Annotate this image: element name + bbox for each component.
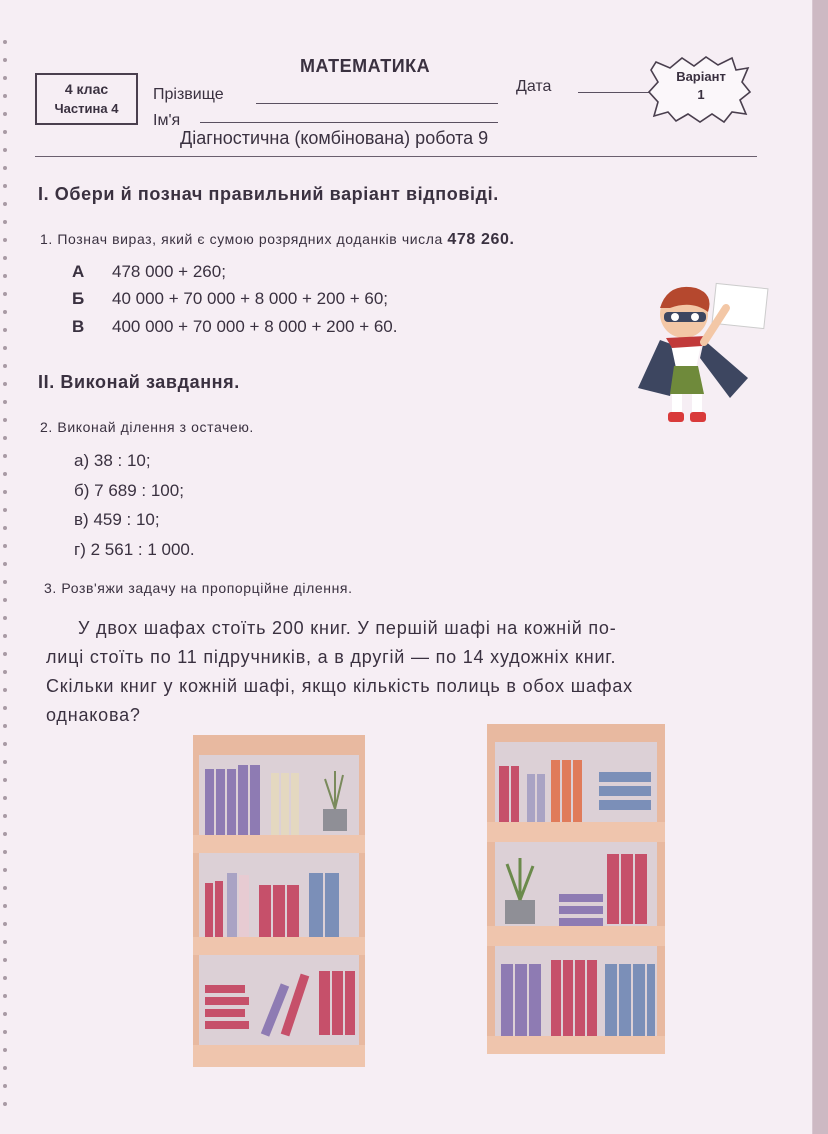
task2-item-d	[74, 540, 195, 560]
binding-hole	[3, 166, 7, 170]
task2-item-a	[74, 451, 151, 471]
binding-hole	[3, 706, 7, 710]
item-expression: 459 : 10;	[93, 510, 160, 529]
binding-hole	[3, 1066, 7, 1070]
binding-hole	[3, 634, 7, 638]
task2-item-b	[74, 481, 184, 501]
binding-hole	[3, 850, 7, 854]
binding-hole	[3, 58, 7, 62]
binding-hole	[3, 40, 7, 44]
problem-line-3: Скільки книг у кожній шафі, якщо кількість полиць в обох шафах	[46, 676, 633, 696]
header-divider	[35, 156, 757, 157]
binding-hole	[3, 364, 7, 368]
subject-title: МАТЕМАТИКА	[300, 56, 431, 76]
date-label: Дата	[516, 78, 552, 95]
part-label: Частина 4	[54, 101, 119, 116]
binding-hole	[3, 940, 7, 944]
option-letter: А	[72, 262, 85, 281]
item-label: г)	[74, 540, 86, 559]
binding-hole	[3, 994, 7, 998]
section2-heading: II. Виконай завдання.	[38, 372, 240, 392]
binding-hole	[3, 328, 7, 332]
binding-hole	[3, 472, 7, 476]
surname-label: Прізвище	[153, 86, 224, 103]
variant-label: Варіант	[676, 69, 726, 84]
section1-heading: I. Обери й познач правильний варіант відповіді.	[38, 184, 499, 204]
binding-hole	[3, 814, 7, 818]
binding-hole	[3, 1012, 7, 1016]
binding-hole	[3, 256, 7, 260]
surname-field[interactable]	[256, 103, 498, 104]
binding-hole	[3, 922, 7, 926]
problem-line-4: однакова?	[46, 705, 141, 725]
name-field[interactable]	[200, 122, 498, 123]
binding-hole	[3, 76, 7, 80]
binding-hole	[3, 418, 7, 422]
task1-question	[40, 231, 515, 249]
task3-text: Розв'яжи задачу на пропорційне ділення.	[61, 580, 353, 596]
problem-line-2: лиці стоїть по 11 підручників, а в другій — по 14 художніх книг.	[46, 647, 617, 667]
task3-number: 3.	[44, 580, 57, 596]
task1-number: 1.	[40, 231, 53, 247]
binding-hole	[3, 94, 7, 98]
binding-hole	[3, 202, 7, 206]
task2-question	[40, 419, 254, 435]
item-label: б)	[74, 481, 90, 500]
binding-hole	[3, 292, 7, 296]
binding-hole	[3, 616, 7, 620]
binding-hole	[3, 796, 7, 800]
binding-hole	[3, 652, 7, 656]
task2-text: Виконай ділення з остачею.	[57, 419, 254, 435]
binding-hole	[3, 688, 7, 692]
work-title: Діагностична (комбінована) робота 9	[180, 128, 489, 148]
binding-hole	[3, 742, 7, 746]
binding-hole	[3, 760, 7, 764]
binding-hole	[3, 310, 7, 314]
binding-hole	[3, 544, 7, 548]
binding-hole	[3, 274, 7, 278]
option-text: 400 000 + 70 000 + 8 000 + 200 + 60.	[112, 317, 398, 336]
name-label: Ім'я	[153, 112, 181, 129]
bookshelf-right-illustration	[487, 724, 665, 1054]
class-box	[35, 73, 138, 125]
task3-question	[44, 580, 353, 596]
spiral-binding-holes	[3, 40, 9, 1130]
binding-hole	[3, 238, 7, 242]
option-text: 478 000 + 260;	[112, 262, 226, 281]
class-label: 4 клас	[64, 81, 109, 97]
binding-hole	[3, 904, 7, 908]
binding-hole	[3, 724, 7, 728]
task2-number: 2.	[40, 419, 53, 435]
binding-hole	[3, 1084, 7, 1088]
option-text: 40 000 + 70 000 + 8 000 + 200 + 60;	[112, 289, 389, 308]
binding-hole	[3, 868, 7, 872]
binding-hole	[3, 670, 7, 674]
variant-number: 1	[697, 87, 705, 102]
binding-hole	[3, 490, 7, 494]
superhero-boy-illustration	[630, 278, 770, 428]
binding-hole	[3, 958, 7, 962]
binding-hole	[3, 148, 7, 152]
binding-hole	[3, 598, 7, 602]
binding-hole	[3, 346, 7, 350]
binding-hole	[3, 580, 7, 584]
item-label: в)	[74, 510, 89, 529]
binding-hole	[3, 1102, 7, 1106]
binding-hole	[3, 976, 7, 980]
item-label: а)	[74, 451, 90, 470]
bookshelf-left-illustration	[193, 735, 365, 1067]
item-expression: 2 561 : 1 000.	[90, 540, 195, 559]
item-expression: 38 : 10;	[93, 451, 151, 470]
binding-hole	[3, 778, 7, 782]
binding-hole	[3, 832, 7, 836]
binding-hole	[3, 112, 7, 116]
task1-number-value: 478 260.	[447, 231, 515, 248]
task1-option-b[interactable]	[72, 289, 388, 309]
item-expression: 7 689 : 100;	[94, 481, 184, 500]
binding-hole	[3, 382, 7, 386]
binding-hole	[3, 184, 7, 188]
binding-hole	[3, 130, 7, 134]
binding-hole	[3, 220, 7, 224]
option-letter: В	[72, 317, 85, 336]
binding-hole	[3, 436, 7, 440]
binding-hole	[3, 562, 7, 566]
binding-hole	[3, 508, 7, 512]
binding-hole	[3, 1030, 7, 1034]
binding-hole	[3, 1048, 7, 1052]
binding-hole	[3, 886, 7, 890]
option-letter: Б	[72, 289, 85, 308]
task1-text: Познач вираз, який є сумою розрядних доданків числа	[57, 231, 443, 247]
binding-hole	[3, 400, 7, 404]
date-field[interactable]	[578, 92, 650, 93]
task2-item-c	[74, 510, 160, 530]
variant-badge	[662, 68, 740, 104]
problem-line-1: У двох шафах стоїть 200 книг. У першій шафі на кожній по-	[78, 618, 617, 638]
task1-option-c[interactable]	[72, 317, 397, 337]
task1-option-a[interactable]	[72, 262, 226, 282]
binding-hole	[3, 526, 7, 530]
binding-hole	[3, 454, 7, 458]
